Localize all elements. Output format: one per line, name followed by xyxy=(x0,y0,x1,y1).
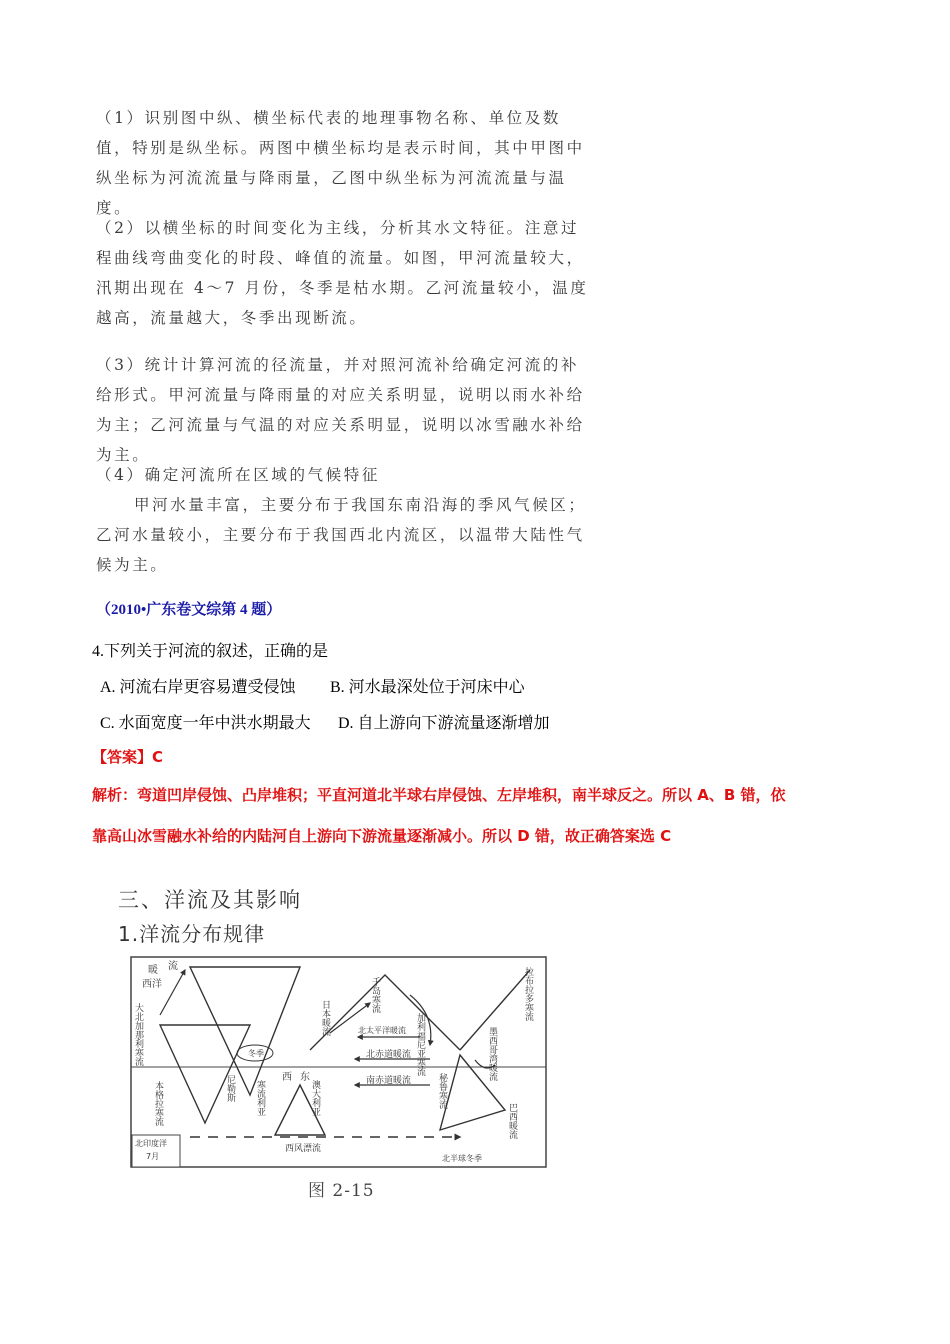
label-jiali: 加利福尼亚寒流 xyxy=(415,1013,425,1076)
label-aoda: 澳大利亚 xyxy=(310,1080,320,1116)
analysis-line-2: 靠高山冰雪融水补给的内陆河自上游向下游流量逐渐减小。所以 D 错，故正确答案选 C xyxy=(92,827,672,845)
label-dong: 东 xyxy=(300,1072,310,1083)
answer: 【答案】C xyxy=(92,748,164,766)
option-c: C. 水面宽度一年中洪水期最大 xyxy=(100,715,311,732)
analysis-para-1: （1）识别图中纵、横坐标代表的地理事物名称、单位及数值，特别是纵坐标。两图中横坐标均是表示时间，其中甲图中纵坐标为河流流量与降雨量，乙图中纵坐标为河流流量与温度。 xyxy=(96,109,585,217)
label-nandian: 南赤道暖流 xyxy=(366,1076,412,1086)
question-source: （2010•广东卷文综第 4 题） xyxy=(96,602,282,618)
label-beitaiping: 北太平洋暖流 xyxy=(358,1026,406,1035)
label-liu: 流 xyxy=(168,961,178,972)
label-dongji: 冬季 xyxy=(248,1049,264,1058)
label-xifeng: 西风漂流 xyxy=(285,1144,322,1154)
label-bilu: 秘鲁寒流 xyxy=(437,1073,447,1109)
label-qiandao: 千岛寒流 xyxy=(370,977,380,1013)
label-dajia: 大北加那利寒流 xyxy=(133,1003,143,1066)
ocean-current-diagram xyxy=(130,955,550,1171)
label-beiyin: 北印度洋 xyxy=(135,1139,167,1148)
label-qiyue: 7月 xyxy=(146,1152,160,1161)
label-hanliu: 寒流利亚 xyxy=(255,1080,265,1116)
analysis-para-4: （4）确定河流所在区域的气候特征 xyxy=(96,466,380,484)
label-labrador: 拉布拉多寒流 xyxy=(523,967,533,1021)
label-beibandong: 北半球冬季 xyxy=(442,1154,482,1163)
section-title: 三、洋流及其影响 xyxy=(118,888,302,912)
label-beichidao: 北赤道暖流 xyxy=(366,1050,412,1060)
analysis-para-2: （2）以横坐标的时间变化为主线，分析其水文特征。注意过程曲线弯曲变化的时段、峰值的流量。如图，甲河流量较大，汛期出现在 4～7 月份，冬季是枯水期。乙河流量较小，温度越高，流量越大，冬季出现断流。 xyxy=(96,219,589,327)
analysis-para-5: 甲河水量丰富，主要分布于我国东南沿海的季风气候区；乙河水量较小，主要分布于我国西北内流区，以温带大陆性气候为主。 xyxy=(96,496,587,574)
label-xiyang: 西洋 xyxy=(142,979,162,990)
option-d: D. 自上游向下游流量逐渐增加 xyxy=(338,715,550,732)
label-moxige: 墨西哥湾暖流 xyxy=(487,1027,497,1081)
option-b: B. 河水最深处位于河床中心 xyxy=(330,679,525,696)
section-subtitle: 1.洋流分布规律 xyxy=(118,922,266,946)
label-nuan: 暖 xyxy=(148,965,158,976)
diagram-frame xyxy=(131,957,546,1167)
question-stem: 4.下列关于河流的叙述，正确的是 xyxy=(92,643,329,660)
analysis-line-1: 解析：弯道凹岸侵蚀、凸岸堆积；平直河道北半球右岸侵蚀、左岸堆积，南半球反之。所以 A、B 错，依 xyxy=(92,786,786,804)
label-xi: 西 xyxy=(282,1072,292,1083)
label-riben: 日本暖流 xyxy=(320,1000,330,1036)
label-benge: 本格拉寒流 xyxy=(153,1081,163,1126)
figure-caption: 图 2-15 xyxy=(308,1181,375,1201)
label-baxi: 巴西暖流 xyxy=(507,1103,517,1139)
analysis-para-3: （3）统计计算河流的径流量，并对照河流补给确定河流的补给形式。甲河流量与降雨量的对应关系明显，说明以雨水补给为主；乙河流量与气温的对应关系明显，说明以冰雪融水补给为主。 xyxy=(96,356,585,464)
label-nibi: 尼勒斯 xyxy=(225,1075,235,1102)
option-a: A. 河流右岸更容易遭受侵蚀 xyxy=(100,679,296,696)
